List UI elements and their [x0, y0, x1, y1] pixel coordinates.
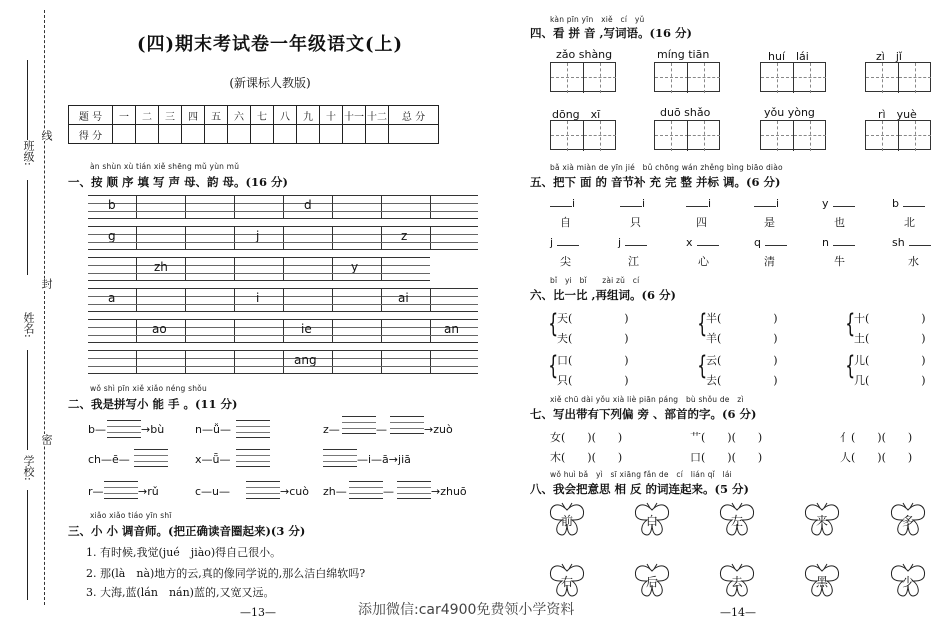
s2-prefix: z—: [323, 423, 340, 436]
name-field[interactable]: [27, 350, 28, 450]
s5-hanzi: 江: [628, 255, 639, 268]
s2-answer-box[interactable]: [397, 481, 431, 499]
score-header-cell: 一: [113, 106, 136, 125]
s2-answer-box[interactable]: [246, 481, 280, 499]
score-cell[interactable]: [274, 125, 297, 144]
s5-item[interactable]: q: [754, 236, 787, 249]
s2-target: —i—ā→jiā: [357, 453, 411, 466]
s2-heading: 二、我是拼写小 能 手 。(11 分): [68, 397, 238, 411]
s6-char[interactable]: 十( ): [854, 312, 926, 325]
s1-letter: b: [108, 198, 116, 212]
s5-item[interactable]: i: [550, 197, 575, 210]
s7-radical-item[interactable]: 口( )( ): [690, 451, 763, 464]
s7-radical-item[interactable]: 艹( )( ): [690, 431, 763, 444]
s2-prefix: x—ǖ—: [195, 453, 231, 466]
s5-item[interactable]: b: [892, 197, 925, 210]
s5-hanzi: 是: [764, 216, 775, 229]
s5-item[interactable]: x: [686, 236, 719, 249]
s4-pinyin: kàn pīn yīn xiě cí yǔ: [550, 15, 645, 24]
page-number-left: —13—: [240, 606, 276, 619]
s5-item[interactable]: i: [620, 197, 645, 210]
score-header-cell: 二: [136, 106, 159, 125]
s2-prefix: b—: [88, 423, 106, 436]
s4-writing-grid[interactable]: [654, 120, 720, 150]
s3-heading: 三、小 小 调音师。(把正确读音圈起来)(3 分): [68, 524, 306, 538]
s3-question-1[interactable]: 1. 有时候,我觉(jué jiào)得自己很小。: [86, 546, 282, 559]
butterfly-card[interactable]: [633, 502, 671, 538]
score-header-cell: 三: [159, 106, 182, 125]
s4-word-pinyin: zì jǐ: [876, 50, 902, 63]
score-header-cell: 四: [182, 106, 205, 125]
butterfly-card[interactable]: [889, 502, 927, 538]
butterfly-card[interactable]: [889, 563, 927, 599]
s2-prefix: zh—: [323, 485, 347, 498]
score-header-cell: 十: [320, 106, 343, 125]
score-table-score-row: [69, 125, 439, 144]
s1-letter: ai: [398, 291, 409, 305]
s1-row-6[interactable]: [88, 350, 478, 374]
s2-answer-box[interactable]: [134, 449, 168, 467]
score-cell[interactable]: [343, 125, 366, 144]
score-cell[interactable]: [366, 125, 389, 144]
score-row-label: 得 分: [69, 125, 113, 144]
s4-writing-grid[interactable]: [760, 62, 826, 92]
s7-radical-item[interactable]: 女( )( ): [550, 431, 623, 444]
s6-char[interactable]: 几( ): [854, 374, 926, 387]
s7-radical-item[interactable]: 木( )( ): [550, 451, 623, 464]
class-label: 班级:: [22, 140, 35, 166]
s2-target: →zuò: [424, 423, 453, 436]
s4-writing-grid[interactable]: [550, 62, 616, 92]
exam-title: (四)期末考试卷一年级语文(上): [136, 34, 404, 55]
s2-target: →cuò: [280, 485, 309, 498]
score-header-cell: 十二: [366, 106, 389, 125]
s8-pinyin: wǒ huì bǎ yì sī xiāng fǎn de cí lián qǐ lái: [550, 470, 732, 479]
score-header-cell: 九: [297, 106, 320, 125]
s3-question-2[interactable]: 2. 那(là nà)地方的云,真的像同学说的,那么洁白绵软吗?: [86, 567, 366, 580]
butterfly-card[interactable]: [548, 502, 586, 538]
binding-dashed-line: [44, 10, 45, 605]
s2-answer-box[interactable]: [323, 449, 357, 467]
score-cell[interactable]: [228, 125, 251, 144]
butterfly-word: 多: [901, 514, 914, 528]
score-header-cell: 八: [274, 106, 297, 125]
s5-heading: 五、把下 面 的 音节补 充 完 整 并标 调。(6 分): [530, 175, 781, 189]
s5-item[interactable]: sh: [892, 236, 931, 249]
s2-pinyin: wǒ shì pīn xiě xiǎo néng shǒu: [90, 384, 207, 393]
s4-word-pinyin: duō shǎo: [660, 106, 711, 119]
class-field[interactable]: [27, 60, 28, 140]
score-cell[interactable]: [182, 125, 205, 144]
s7-heading: 七、写出带有下列偏 旁 、部首的字。(6 分): [530, 407, 757, 421]
seal-xian: 线: [40, 130, 53, 141]
butterfly-word: 少: [901, 575, 914, 589]
s4-writing-grid[interactable]: [760, 120, 826, 150]
butterfly-word: 后: [645, 575, 658, 589]
s6-char[interactable]: 土( ): [854, 332, 926, 345]
s5-pinyin: bǎ xià miàn de yīn jié bǔ chōng wán zhěng bìng biāo diào: [550, 163, 783, 172]
s2-dash: —: [383, 485, 394, 498]
s7-pinyin: xiě chū dài yǒu xià liè piān páng bù shǒu de zì: [550, 395, 744, 404]
butterfly-word: 左: [730, 514, 743, 528]
s8-heading: 八、我会把意思 相 反 的词连起来。(5 分): [530, 482, 749, 496]
s5-hanzi: 牛: [834, 255, 845, 268]
s1-letter: ie: [301, 322, 312, 336]
score-header-cell: 六: [228, 106, 251, 125]
butterfly-word: 去: [730, 575, 743, 589]
s6-brace: {: [697, 351, 708, 381]
score-header-cell: 题 号: [69, 106, 113, 125]
s1-letter: i: [256, 291, 260, 305]
score-cell[interactable]: [136, 125, 159, 144]
s6-char[interactable]: 只( ): [557, 374, 629, 387]
s5-hanzi: 自: [560, 216, 571, 229]
s6-brace: {: [548, 351, 559, 381]
s2-answer-box[interactable]: [104, 481, 138, 499]
s2-answer-box[interactable]: [236, 449, 270, 467]
s5-hanzi: 心: [698, 255, 709, 268]
name-label: 姓名:: [22, 312, 35, 338]
school-label: 学校:: [22, 455, 35, 481]
s5-item[interactable]: j: [550, 236, 579, 249]
s5-item[interactable]: i: [686, 197, 711, 210]
class-field-line: [27, 180, 28, 275]
butterfly-word: 右: [560, 575, 573, 589]
s1-letter: y: [351, 260, 359, 274]
s2-dash: —: [376, 423, 387, 436]
s6-char[interactable]: 夫( ): [557, 332, 629, 345]
s5-item[interactable]: j: [618, 236, 647, 249]
s2-prefix: r—: [88, 485, 104, 498]
butterfly-card[interactable]: [718, 563, 756, 599]
s6-pinyin: bǐ yi bǐ zài zǔ cí: [550, 276, 640, 285]
butterfly-card[interactable]: [718, 502, 756, 538]
s4-word-pinyin: huí lái: [768, 50, 809, 63]
s4-word-pinyin: dōng xī: [552, 108, 601, 121]
s2-answer-box[interactable]: [349, 481, 383, 499]
s6-heading: 六、比一比 ,再组词。(6 分): [530, 288, 676, 302]
s2-prefix: n—ǚ—: [195, 423, 231, 436]
score-header-cell: 总 分: [389, 106, 439, 125]
s5-hanzi: 尖: [560, 255, 571, 268]
butterfly-card[interactable]: [548, 563, 586, 599]
s1-row-5[interactable]: [88, 319, 478, 343]
s5-hanzi: 水: [908, 255, 919, 268]
score-cell[interactable]: [159, 125, 182, 144]
s5-hanzi: 四: [696, 216, 707, 229]
page-number-right: —14—: [720, 606, 756, 619]
butterfly-word: 黑: [815, 575, 828, 589]
s6-char[interactable]: 去( ): [706, 374, 778, 387]
s6-brace: {: [697, 309, 708, 339]
score-cell[interactable]: [251, 125, 274, 144]
butterfly-word: 来: [815, 514, 828, 528]
s2-answer-box[interactable]: [107, 420, 141, 438]
butterfly-card[interactable]: [803, 502, 841, 538]
s7-radical-item[interactable]: 亻( )( ): [840, 431, 913, 444]
s2-prefix: c—u—: [195, 485, 231, 498]
school-field[interactable]: [27, 490, 28, 600]
score-header-cell: 七: [251, 106, 274, 125]
s6-char[interactable]: 云( ): [706, 354, 778, 367]
score-table: [68, 105, 439, 144]
seal-mi: 密: [40, 434, 53, 445]
s1-letter: ao: [152, 322, 167, 336]
s1-row-1[interactable]: [88, 195, 478, 219]
s4-heading: 四、看 拼 音 ,写词语。(16 分): [530, 26, 692, 40]
s1-letter: a: [108, 291, 116, 305]
s1-pinyin: àn shùn xù tián xiě shēng mǔ yùn mǔ: [90, 162, 240, 171]
s3-question-3[interactable]: 3. 大海,蓝(lán nán)蓝的,又宽又远。: [86, 586, 275, 599]
s5-hanzi: 也: [834, 216, 845, 229]
s2-prefix: ch—ē—: [88, 453, 130, 466]
s5-item[interactable]: n: [822, 236, 855, 249]
score-cell[interactable]: [205, 125, 228, 144]
seal-feng: 封: [40, 278, 53, 289]
butterfly-word: 白: [645, 514, 658, 528]
s2-target: →zhuō: [431, 485, 467, 498]
s5-hanzi: 北: [904, 216, 915, 229]
s4-writing-grid[interactable]: [550, 120, 616, 150]
butterfly-word: 前: [560, 514, 573, 528]
s6-char[interactable]: 半( ): [706, 312, 778, 325]
s1-letter: zh: [154, 260, 168, 274]
s6-brace: {: [548, 309, 559, 339]
s6-brace: {: [845, 309, 856, 339]
s7-radical-item[interactable]: 人( )( ): [840, 451, 913, 464]
s4-word-pinyin: zǎo shàng: [556, 48, 613, 61]
s5-item[interactable]: y: [822, 197, 855, 210]
s1-letter: j: [256, 229, 260, 243]
s4-word-pinyin: míng tiān: [657, 48, 710, 61]
butterfly-card[interactable]: [803, 563, 841, 599]
s1-heading: 一、按 顺 序 填 写 声 母、韵 母。(16 分): [68, 175, 288, 189]
binding-margin: [0, 0, 56, 625]
s5-hanzi: 只: [630, 216, 641, 229]
s6-brace: {: [845, 351, 856, 381]
s6-char[interactable]: 天( ): [557, 312, 629, 325]
s1-row-4[interactable]: [88, 288, 478, 312]
s4-writing-grid[interactable]: [865, 62, 931, 92]
s4-word-pinyin: yǒu yòng: [764, 106, 815, 119]
s1-row-2[interactable]: [88, 226, 478, 250]
s4-writing-grid[interactable]: [865, 120, 931, 150]
score-table-header-row: [69, 106, 439, 125]
s1-letter: d: [304, 198, 312, 212]
s2-answer-box[interactable]: [236, 420, 270, 438]
s1-letter: g: [108, 229, 116, 243]
s6-char[interactable]: 儿( ): [854, 354, 926, 367]
s4-writing-grid[interactable]: [654, 62, 720, 92]
score-header-cell: 十一: [343, 106, 366, 125]
s6-char[interactable]: 口( ): [557, 354, 629, 367]
exam-subtitle: (新课标人教版): [229, 76, 311, 90]
s1-letter: z: [401, 229, 408, 243]
s2-target: →bù: [141, 423, 165, 436]
butterfly-card[interactable]: [633, 563, 671, 599]
score-cell[interactable]: [389, 125, 439, 144]
score-cell[interactable]: [113, 125, 136, 144]
score-cell[interactable]: [297, 125, 320, 144]
s1-row-3[interactable]: [88, 257, 430, 281]
watermark-text: 添加微信:car4900免费领小学资料: [358, 602, 575, 618]
s1-letter: an: [444, 322, 459, 336]
score-cell[interactable]: [320, 125, 343, 144]
s2-answer-box[interactable]: [342, 416, 376, 434]
s6-char[interactable]: 羊( ): [706, 332, 778, 345]
s3-pinyin: xiǎo xiǎo tiáo yīn shī: [90, 511, 172, 520]
s5-hanzi: 清: [764, 255, 775, 268]
score-header-cell: 五: [205, 106, 228, 125]
s2-answer-box[interactable]: [390, 416, 424, 434]
s5-item[interactable]: i: [754, 197, 779, 210]
s1-letter: ang: [294, 353, 317, 367]
s4-word-pinyin: rì yuè: [878, 108, 917, 121]
s2-target: →rǔ: [138, 485, 159, 498]
